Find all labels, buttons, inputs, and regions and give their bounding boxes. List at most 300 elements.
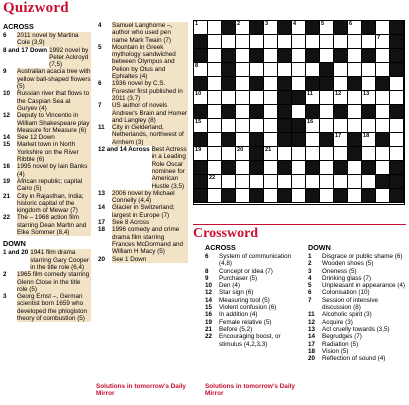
clue-number: 13 (98, 189, 106, 197)
grid-cell[interactable] (264, 49, 278, 63)
clue (308, 282, 406, 289)
clue-number: 13 (308, 325, 316, 333)
grid-number: 18 (363, 133, 370, 139)
grid-block (278, 189, 292, 203)
grid-block (306, 49, 320, 63)
clue-number: 4 (98, 22, 102, 29)
grid-cell[interactable] (320, 49, 334, 63)
grid-block (390, 161, 404, 175)
grid-cell[interactable] (376, 161, 390, 175)
grid-block (390, 105, 404, 119)
grid-cell[interactable] (306, 133, 320, 147)
grid-cell[interactable] (208, 63, 222, 77)
grid-number: 2 (237, 21, 241, 27)
clue-text: Alcoholic spirit (3) (322, 311, 372, 319)
grid-cell[interactable] (320, 119, 334, 133)
clue (3, 90, 91, 112)
clue (3, 112, 91, 134)
grid-block (222, 77, 236, 91)
grid-cell[interactable] (236, 91, 250, 105)
clue-text: Purchaser (5) (219, 274, 258, 282)
grid-block (376, 175, 390, 189)
clue (308, 341, 406, 348)
clue (308, 326, 406, 333)
grid-cell[interactable] (236, 175, 250, 189)
grid-cell[interactable] (376, 105, 390, 119)
grid-cell[interactable] (334, 91, 348, 105)
grid-cell[interactable] (264, 21, 278, 35)
clue (98, 44, 188, 80)
grid-cell[interactable] (292, 161, 306, 175)
grid-cell[interactable] (390, 91, 404, 105)
grid-cell[interactable] (236, 133, 250, 147)
grid-cell[interactable] (306, 175, 320, 189)
grid-block (390, 21, 404, 35)
grid-cell[interactable] (306, 119, 320, 133)
crossword-down-column (308, 243, 406, 362)
clue (3, 293, 91, 322)
clue-text: 1936 novel by C.S. Forester first published in 2011 (3,7) (112, 80, 188, 102)
grid-block (306, 161, 320, 175)
grid-cell[interactable] (334, 35, 348, 49)
grid-block (194, 49, 208, 63)
quizword-column-2 (98, 22, 188, 263)
grid-block (306, 105, 320, 119)
clue (98, 226, 188, 255)
grid-cell[interactable] (376, 119, 390, 133)
clue-text: See 1 Down (112, 256, 188, 263)
grid-block (320, 133, 334, 147)
clue-number: 7 (308, 296, 312, 304)
clue-text: Oneness (5) (322, 267, 357, 275)
grid-cell[interactable] (208, 91, 222, 105)
grid-cell[interactable] (264, 175, 278, 189)
grid-block (222, 189, 236, 203)
clue-text: 1996 comedy and crime drama film starring Frances McDormand and William H Macy (5) (112, 226, 188, 255)
grid-block (278, 49, 292, 63)
clue-number: 14 (3, 134, 11, 142)
grid-cell[interactable] (320, 161, 334, 175)
grid-cell[interactable] (376, 21, 390, 35)
grid-cell[interactable] (194, 147, 208, 161)
grid-cell[interactable] (334, 77, 348, 91)
clue-number: 11 (98, 124, 105, 132)
grid-cell[interactable] (292, 147, 306, 161)
grid-cell[interactable] (292, 105, 306, 119)
grid-cell[interactable] (208, 161, 222, 175)
grid-cell[interactable] (376, 147, 390, 161)
grid-cell[interactable] (334, 119, 348, 133)
grid-block (320, 77, 334, 91)
clue-number: 3 (3, 293, 7, 301)
clue (308, 260, 406, 267)
grid-block (292, 119, 306, 133)
grid-block (278, 91, 292, 105)
clue-number: 10 (3, 90, 11, 98)
grid-cell[interactable] (236, 119, 250, 133)
grid-number: 22 (209, 175, 216, 181)
grid-cell[interactable] (208, 189, 222, 203)
clue-number: 14 (308, 333, 316, 341)
grid-cell[interactable] (334, 147, 348, 161)
grid-cell[interactable] (376, 35, 390, 49)
clue-number: 15 (205, 304, 213, 312)
clue-number: 16 (3, 163, 11, 171)
grid-cell[interactable] (250, 175, 264, 189)
grid-cell[interactable] (362, 175, 376, 189)
clue (3, 178, 91, 193)
grid-cell[interactable] (278, 175, 292, 189)
clue (308, 319, 406, 326)
clue-number: 15 (3, 141, 11, 149)
grid-block (222, 49, 236, 63)
grid-cell[interactable] (236, 35, 250, 49)
grid-cell[interactable] (376, 189, 390, 203)
clue (205, 304, 300, 311)
grid-block (334, 105, 348, 119)
clue-number: 12 (205, 289, 213, 297)
clue-text: Drinking glass (7) (322, 274, 371, 282)
grid-block (348, 147, 362, 161)
grid-cell[interactable] (222, 35, 236, 49)
grid-number: 17 (335, 133, 342, 139)
grid-cell[interactable] (278, 147, 292, 161)
grid-cell[interactable] (362, 35, 376, 49)
grid-cell[interactable] (236, 77, 250, 91)
clue (3, 163, 91, 178)
grid-block (278, 119, 292, 133)
clue-number: 6 (205, 253, 209, 260)
grid-cell[interactable] (292, 189, 306, 203)
clue-text: 1995 novel by Iain Banks (4) (17, 163, 91, 178)
clue-text: Best Actress in a Leading Role Oscar nominee for American Hustle (3,5) (151, 146, 187, 190)
clue (205, 297, 300, 304)
grid-cell[interactable] (208, 119, 222, 133)
clue-text: Act cruelly towards (3,5) (322, 325, 390, 333)
grid-cell[interactable] (236, 189, 250, 203)
grid-cell[interactable] (278, 63, 292, 77)
grid-cell[interactable] (250, 63, 264, 77)
grid-cell[interactable] (334, 175, 348, 189)
clue-number: 2 (308, 260, 312, 268)
clue (98, 102, 188, 124)
clue-number: 7 (98, 102, 102, 110)
clue-number: 9 (3, 68, 7, 76)
grid-cell[interactable] (376, 49, 390, 63)
grid-cell[interactable] (292, 49, 306, 63)
grid-block (390, 49, 404, 63)
grid-cell[interactable] (194, 63, 208, 77)
clue (308, 333, 406, 340)
grid-cell[interactable] (264, 119, 278, 133)
clue (98, 204, 188, 219)
grid-block (222, 21, 236, 35)
clue-text: Female relative (5) (219, 318, 272, 326)
grid-cell[interactable] (264, 77, 278, 91)
grid-cell[interactable] (208, 175, 222, 189)
grid-cell[interactable] (320, 105, 334, 119)
clue-text: Georg Ernst –, German scientist born 1659 who developed the phlogiston theory of combustion (5) (17, 293, 91, 322)
grid-cell[interactable] (208, 49, 222, 63)
grid-cell[interactable] (376, 91, 390, 105)
grid-cell[interactable] (390, 77, 404, 91)
grid-block (250, 105, 264, 119)
clue-text: Vision (5) (322, 347, 349, 355)
clue (205, 289, 300, 296)
grid-block (222, 105, 236, 119)
clue-text: Glacier in Switzerland; largest in Europe (7) (112, 204, 188, 219)
grid-block (194, 175, 208, 189)
grid-cell[interactable] (264, 189, 278, 203)
grid-cell[interactable] (264, 161, 278, 175)
clue-text: Samuel Langhorne –, author who used pen name Mark Twain (7) (112, 22, 188, 44)
grid-cell[interactable] (208, 147, 222, 161)
grid-cell[interactable] (390, 119, 404, 133)
grid-cell[interactable] (348, 49, 362, 63)
grid-cell[interactable] (292, 21, 306, 35)
clue (205, 311, 300, 318)
grid-cell[interactable] (236, 147, 250, 161)
clue-text: Russian river that flows to the Caspian Sea at Guryev (4) (17, 90, 90, 112)
grid-cell[interactable] (362, 147, 376, 161)
grid-block (222, 133, 236, 147)
grid-cell[interactable] (208, 77, 222, 91)
grid-cell[interactable] (348, 105, 362, 119)
grid-cell[interactable] (320, 147, 334, 161)
grid-cell[interactable] (236, 161, 250, 175)
grid-block (376, 77, 390, 91)
grid-cell[interactable] (208, 133, 222, 147)
clue-number: 21 (3, 192, 11, 200)
grid-block (376, 133, 390, 147)
clue-text: Session of intensive discussion (8) (322, 296, 379, 312)
clue-number: 22 (3, 214, 11, 222)
grid-cell[interactable] (222, 119, 236, 133)
grid-cell[interactable] (264, 63, 278, 77)
grid-number: 10 (195, 91, 202, 97)
clue (3, 214, 91, 236)
grid-block (222, 161, 236, 175)
grid-cell[interactable] (348, 63, 362, 77)
clue-number: 18 (308, 347, 316, 355)
clue-number: 12 and 14 Across (98, 146, 150, 154)
clue-text: Unpleasant in appearance (4) (322, 282, 405, 290)
grid-block (362, 49, 376, 63)
grid-block (278, 105, 292, 119)
grid-cell[interactable] (348, 91, 362, 105)
clue (98, 80, 188, 102)
clue-text: 1965 film comedy starring Glenn Close in the title role (5) (17, 271, 90, 293)
clue (308, 348, 406, 355)
grid-block (292, 91, 306, 105)
clue-text: Radiation (5) (322, 340, 359, 348)
grid-cell[interactable] (292, 175, 306, 189)
grid-cell[interactable] (236, 49, 250, 63)
grid-cell[interactable] (236, 105, 250, 119)
crossword-divider (193, 224, 406, 225)
grid-block (194, 161, 208, 175)
clue-text: 2006 novel by Michael Connelly (4,4) (112, 190, 188, 205)
grid-cell[interactable] (208, 21, 222, 35)
grid-cell[interactable] (348, 189, 362, 203)
grid-cell[interactable] (320, 91, 334, 105)
clue (205, 275, 300, 282)
grid-cell[interactable] (334, 63, 348, 77)
grid-cell[interactable] (236, 63, 250, 77)
grid-cell[interactable] (264, 35, 278, 49)
clue-number: 6 (3, 32, 7, 39)
grid-cell[interactable] (250, 91, 264, 105)
clue-number: 1 (308, 253, 312, 260)
clue-text: Australian acacia tree with yellow ball-shaped flowers (5) (17, 68, 91, 91)
grid-cell[interactable] (306, 63, 320, 77)
grid-cell[interactable] (348, 21, 362, 35)
grid-number: 19 (195, 147, 202, 153)
grid-cell[interactable] (208, 35, 222, 49)
grid-cell[interactable] (222, 147, 236, 161)
grid-cell[interactable] (292, 63, 306, 77)
clue (205, 268, 300, 275)
quizword-across-header: ACROSS (3, 22, 34, 31)
grid-block (222, 63, 236, 77)
grid-cell[interactable] (194, 91, 208, 105)
clue-number: 5 (308, 282, 312, 290)
grid-cell[interactable] (278, 35, 292, 49)
clue (3, 68, 91, 90)
clue-text: Begrudges (7) (322, 333, 362, 341)
grid-cell[interactable] (292, 77, 306, 91)
grid-cell[interactable] (348, 175, 362, 189)
grid-block (194, 189, 208, 203)
grid-block (194, 105, 208, 119)
grid-number: 16 (307, 119, 314, 125)
grid-cell[interactable] (194, 119, 208, 133)
grid-block (390, 35, 404, 49)
clue-text: 2011 novel by Martina Cole (3,9) (17, 32, 91, 47)
clue-text: Den (4) (219, 282, 240, 290)
grid-block (362, 161, 376, 175)
clue (98, 256, 188, 263)
clue (3, 141, 91, 163)
clue-text: See 12 Down (17, 134, 91, 141)
grid-block (292, 133, 306, 147)
clue-number: 17 (308, 340, 316, 348)
quizword-title: Quizword (3, 0, 69, 16)
grid-cell[interactable] (250, 35, 264, 49)
grid-cell[interactable] (320, 35, 334, 49)
clue-text: City in Rajasthan, India; historic capital of the kingdom of Mewar (7) (17, 193, 91, 215)
grid-block (362, 189, 376, 203)
clue-text: Disgrace or public shame (6) (322, 253, 403, 260)
clue-number: 20 (98, 255, 106, 263)
grid-block (320, 63, 334, 77)
grid-cell[interactable] (208, 105, 222, 119)
grid-cell[interactable] (362, 91, 376, 105)
grid-block (250, 189, 264, 203)
grid-cell[interactable] (362, 63, 376, 77)
clue-text: Star sign (6) (219, 289, 254, 297)
grid-block (194, 35, 208, 49)
grid-cell[interactable] (250, 119, 264, 133)
clue-number: 17 (98, 219, 106, 227)
grid-cell[interactable] (320, 175, 334, 189)
clue-text: Before (5,2) (219, 325, 253, 333)
grid-number: 6 (349, 21, 353, 27)
grid-cell[interactable] (264, 91, 278, 105)
quizword-column-1 (3, 22, 91, 322)
clue-number: 1 and 20 (3, 249, 29, 257)
grid-cell[interactable] (306, 91, 320, 105)
grid-number: 12 (335, 91, 342, 97)
grid-cell[interactable] (264, 133, 278, 147)
grid-cell[interactable] (292, 35, 306, 49)
clue-text: Wooden shoes (5) (322, 260, 374, 268)
grid-block (194, 77, 208, 91)
grid-cell[interactable] (334, 133, 348, 147)
grid-block (250, 21, 264, 35)
clue-text: US author of novels Andrew's Brain and Homer and Langley (8) (112, 102, 188, 124)
grid-block (334, 189, 348, 203)
grid-block (390, 175, 404, 189)
grid-cell[interactable] (390, 147, 404, 161)
clue-text: 1941 film drama starring Gary Cooper in the title role (6,4) (30, 249, 89, 271)
grid-cell[interactable] (306, 147, 320, 161)
clue-text: African republic; capital Cairo (5) (17, 178, 91, 193)
grid-cell[interactable] (348, 161, 362, 175)
grid-cell[interactable] (264, 105, 278, 119)
grid-block (390, 63, 404, 77)
grid-cell[interactable] (264, 147, 278, 161)
clue-number: 14 (205, 296, 213, 304)
clue-text: Concept or idea (7) (219, 267, 273, 275)
grid-number: 21 (265, 147, 272, 153)
grid-cell[interactable] (362, 77, 376, 91)
grid-cell[interactable] (348, 119, 362, 133)
clue-text: Violent confusion (6) (219, 304, 277, 312)
grid-number: 5 (321, 21, 325, 27)
grid-cell[interactable] (222, 175, 236, 189)
grid-cell[interactable] (320, 189, 334, 203)
clue-number: 21 (205, 325, 213, 333)
clue (205, 333, 300, 348)
grid-cell[interactable] (376, 63, 390, 77)
clue (308, 275, 406, 282)
grid-cell[interactable] (390, 133, 404, 147)
clue (98, 190, 188, 205)
grid-cell[interactable] (306, 35, 320, 49)
grid-cell[interactable] (362, 119, 376, 133)
grid-cell[interactable] (362, 133, 376, 147)
clue-text: Market town in North Yorkshire on the River Ribble (6) (17, 141, 91, 163)
clue (205, 326, 300, 333)
crossword-down-header: DOWN (308, 243, 331, 252)
quizword-footer: Solutions in tomorrow's Daily Mirror (96, 383, 186, 398)
clue (3, 134, 91, 141)
grid-cell[interactable] (194, 21, 208, 35)
grid-block (348, 133, 362, 147)
crossword-grid[interactable] (193, 20, 405, 205)
grid-cell[interactable] (348, 35, 362, 49)
grid-cell[interactable] (222, 91, 236, 105)
grid-cell[interactable] (236, 21, 250, 35)
clue-number: 6 (308, 289, 312, 297)
clue (3, 47, 91, 69)
grid-cell[interactable] (320, 21, 334, 35)
grid-block (390, 189, 404, 203)
clue-text: Acquire (3) (322, 318, 353, 326)
clue-number: 4 (308, 274, 312, 282)
clue (308, 311, 406, 318)
